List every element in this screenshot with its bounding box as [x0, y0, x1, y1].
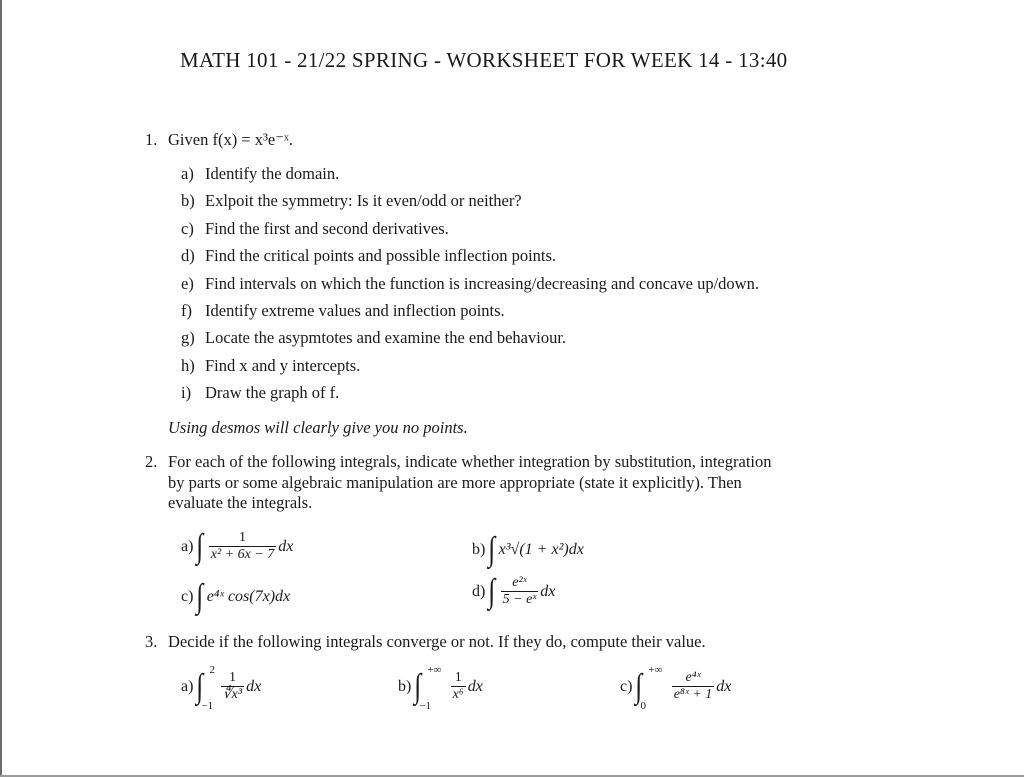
question-1-number: 1. — [145, 130, 158, 149]
fraction — [672, 670, 714, 704]
q3-part-c — [620, 664, 732, 712]
q1-item-label: h) — [181, 356, 195, 375]
integral-sign: ∫ — [488, 531, 496, 568]
q1-item-text: Find the first and second derivatives. — [205, 219, 449, 238]
differential: dx — [540, 583, 556, 600]
integral-sign: ∫ — [196, 578, 204, 615]
page-left-edge — [0, 0, 2, 777]
q1-item-label: b) — [181, 191, 195, 210]
denominator: ∜x³ — [222, 687, 243, 703]
part-label: d) — [472, 583, 486, 600]
q1-item-label: d) — [181, 246, 195, 265]
q2-part-d — [472, 575, 555, 609]
lower-limit: 0 — [640, 700, 646, 712]
integrand: x³√(1 + x²)dx — [498, 541, 584, 558]
question-3-text: Decide if the following integrals converge or not. If they do, compute their value. — [168, 632, 706, 651]
numerator: 1 — [228, 670, 236, 686]
numerator: e⁴ˣ — [685, 670, 701, 686]
q1-item-text: Draw the graph of f. — [205, 383, 340, 402]
definite-integral — [632, 664, 663, 712]
denominator: x² + 6x − 7 — [210, 547, 275, 563]
q2-part-b — [472, 533, 584, 567]
part-label: c) — [181, 588, 194, 605]
differential: dx — [467, 678, 483, 695]
q1-item-text: Locate the asypmtotes and examine the end behaviour. — [205, 328, 567, 347]
q2-part-c — [181, 580, 290, 614]
lower-limit: −1 — [419, 700, 432, 712]
q1-item-label: f) — [181, 301, 192, 320]
denominator: 5 − eˣ — [502, 592, 537, 608]
worksheet-title: MATH 101 - 21/22 SPRING - WORKSHEET FOR WEEK 14 - 13:40 — [180, 48, 788, 72]
q1-item-label: g) — [181, 328, 195, 347]
definite-integral — [193, 664, 215, 712]
differential: dx — [716, 678, 732, 695]
differential: dx — [246, 678, 262, 695]
q2-part-a — [181, 530, 293, 564]
q1-item-label: c) — [181, 219, 194, 238]
q1-item-text: Identify extreme values and inflection points. — [205, 301, 505, 320]
q1-item-text: Exlpoit the symmetry: Is it even/odd or neither? — [205, 191, 522, 210]
part-label: a) — [181, 538, 194, 555]
question-2-line-1: For each of the following integrals, indicate whether integration by substitution, integration — [168, 452, 772, 471]
q1-item-label: e) — [181, 274, 194, 293]
q3-part-b — [398, 664, 483, 712]
q1-item-text: Find intervals on which the function is increasing/decreasing and concave up/down. — [205, 274, 759, 293]
integral-sign: ∫ — [414, 668, 422, 705]
part-label: c) — [620, 678, 633, 695]
fraction — [209, 530, 277, 564]
denominator: x⁶ — [452, 687, 464, 703]
q1-item-text: Identify the domain. — [205, 164, 340, 183]
q1-item-label: a) — [181, 164, 194, 183]
fraction — [501, 575, 539, 609]
q1-item-label: i) — [181, 383, 192, 402]
question-2-number: 2. — [145, 452, 158, 471]
integral-sign: ∫ — [488, 573, 496, 610]
upper-limit: +∞ — [427, 664, 442, 676]
numerator: 1 — [239, 530, 247, 546]
question-1-intro: Given f(x) = x³e⁻ˣ. — [168, 130, 293, 149]
upper-limit: +∞ — [648, 664, 663, 676]
integrand: e⁴ˣ cos(7x)dx — [206, 588, 291, 605]
q3-part-a — [181, 664, 262, 712]
q1-item-text: Find the critical points and possible inflection points. — [205, 246, 557, 265]
desmos-note: Using desmos will clearly give you no points. — [168, 418, 468, 437]
fraction — [451, 670, 466, 704]
integral-sign: ∫ — [196, 528, 204, 565]
part-label: b) — [472, 541, 486, 558]
upper-limit: 2 — [209, 664, 215, 676]
denominator: e⁸ˣ + 1 — [673, 687, 713, 703]
definite-integral — [411, 664, 442, 712]
question-3-number: 3. — [145, 632, 158, 651]
numerator: e²ˣ — [512, 575, 527, 591]
integral-sign: ∫ — [635, 668, 643, 705]
integral-sign: ∫ — [196, 668, 204, 705]
fraction — [221, 670, 244, 704]
numerator: 1 — [454, 670, 462, 686]
part-label: b) — [398, 678, 412, 695]
part-label: a) — [181, 678, 194, 695]
question-2-line-3: evaluate the integrals. — [168, 493, 313, 512]
question-2-line-2: by parts or some algebraic manipulation are more appropriate (state it explicitly). Then — [168, 473, 742, 492]
q1-item-text: Find x and y intercepts. — [205, 356, 361, 375]
lower-limit: −1 — [201, 700, 214, 712]
differential: dx — [278, 538, 294, 555]
